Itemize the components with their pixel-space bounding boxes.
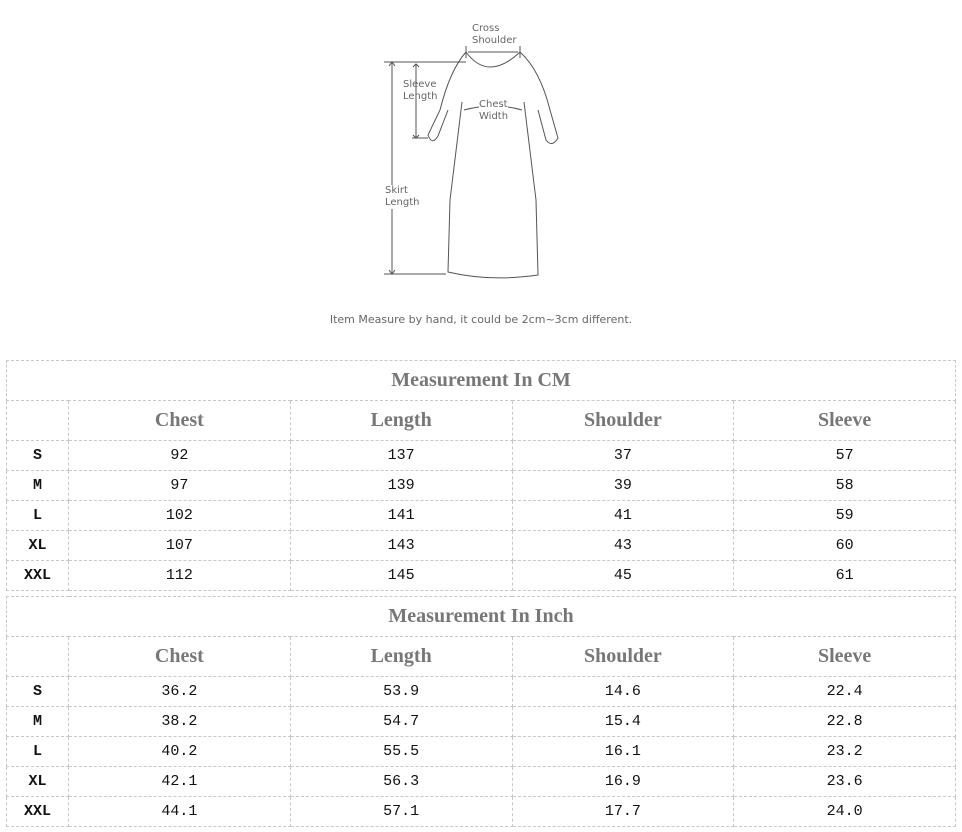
table-row [7,501,956,531]
table-title: Measurement In Inch [7,597,956,637]
column-header: Chest [69,401,291,441]
size-label: XL [7,767,69,797]
table-cell: 137 [290,441,512,471]
table-cell: 59 [734,501,956,531]
size-label: S [7,441,69,471]
size-label: M [7,707,69,737]
table-row [7,561,956,591]
table-cell: 57.1 [290,797,512,827]
table-cell: 16.1 [512,737,734,767]
table-cell: 36.2 [69,677,291,707]
size-header-cell [7,401,69,441]
table-row [7,441,956,471]
table-cell: 92 [69,441,291,471]
table-cell: 112 [69,561,291,591]
dress-measurement-diagram [370,10,570,290]
table-cell: 56.3 [290,767,512,797]
table-cell: 37 [512,441,734,471]
table-cell: 54.7 [290,707,512,737]
table-cell: 97 [69,471,291,501]
table-cell: 43 [512,531,734,561]
table-cell: 102 [69,501,291,531]
size-label: L [7,501,69,531]
table-cell: 40.2 [69,737,291,767]
table-row [7,531,956,561]
table-cell: 41 [512,501,734,531]
table-row [7,677,956,707]
column-header: Chest [69,637,291,677]
table-cell: 57 [734,441,956,471]
table-cell: 24.0 [734,797,956,827]
table-cell: 53.9 [290,677,512,707]
table-cell: 39 [512,471,734,501]
table-cell: 58 [734,471,956,501]
table-row [7,767,956,797]
table-cell: 22.8 [734,707,956,737]
table-cell: 145 [290,561,512,591]
table-cell: 23.2 [734,737,956,767]
table-row [7,471,956,501]
table-row [7,737,956,767]
table-cell: 44.1 [69,797,291,827]
column-header: Length [290,401,512,441]
table-row [7,797,956,827]
size-label: XXL [7,797,69,827]
skirt-length-label: Skirt Length [385,185,420,208]
table-cell: 141 [290,501,512,531]
column-header: Shoulder [512,401,734,441]
cm-size-table [6,360,956,591]
size-header-cell [7,637,69,677]
chest-width-label: Chest Width [479,99,509,122]
table-cell: 107 [69,531,291,561]
table-cell: 61 [734,561,956,591]
column-header: Length [290,637,512,677]
table-cell: 38.2 [69,707,291,737]
table-title: Measurement In CM [7,361,956,401]
size-label: M [7,471,69,501]
table-cell: 143 [290,531,512,561]
table-cell: 42.1 [69,767,291,797]
table-cell: 22.4 [734,677,956,707]
column-header: Shoulder [512,637,734,677]
table-cell: 45 [512,561,734,591]
table-cell: 16.9 [512,767,734,797]
dress-outline-icon [370,10,570,290]
table-cell: 139 [290,471,512,501]
table-cell: 15.4 [512,707,734,737]
cross-shoulder-label: Cross Shoulder [472,23,517,46]
size-label: XXL [7,561,69,591]
inch-size-table [6,596,956,827]
measurement-note: Item Measure by hand, it could be 2cm~3cm different. [329,313,633,326]
table-row [7,707,956,737]
size-label: XL [7,531,69,561]
column-header: Sleeve [734,637,956,677]
table-cell: 60 [734,531,956,561]
sleeve-length-label: Sleeve Length [403,79,438,102]
column-header: Sleeve [734,401,956,441]
size-label: L [7,737,69,767]
table-cell: 14.6 [512,677,734,707]
table-cell: 55.5 [290,737,512,767]
size-label: S [7,677,69,707]
table-cell: 23.6 [734,767,956,797]
table-cell: 17.7 [512,797,734,827]
